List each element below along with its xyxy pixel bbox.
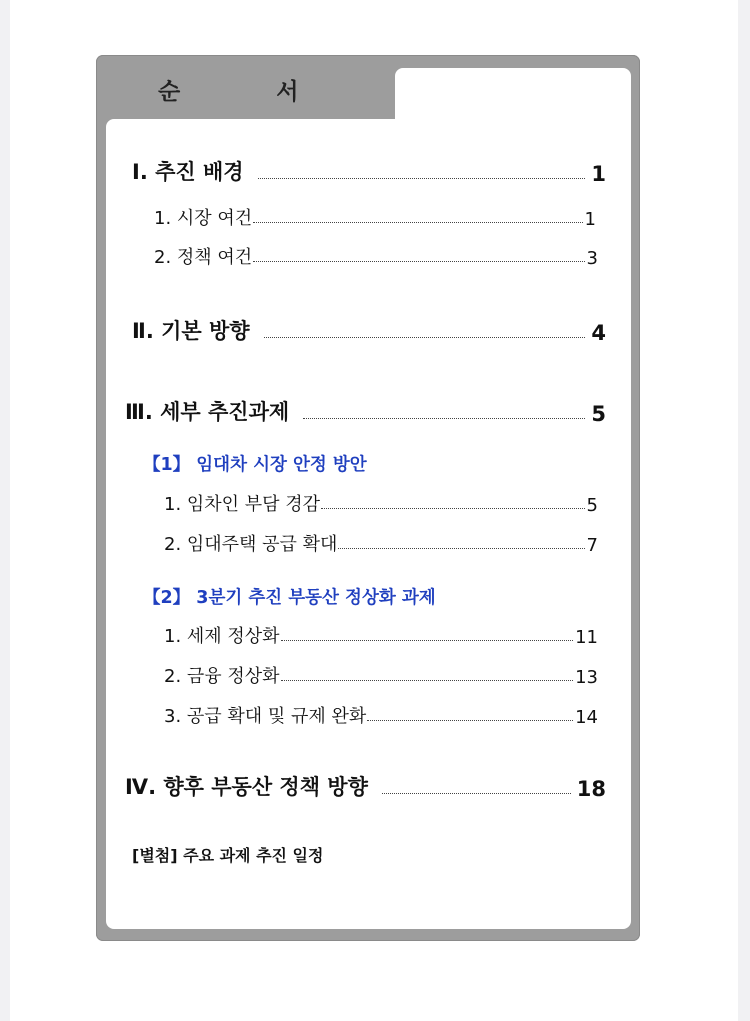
toc-entry-1-2[interactable] xyxy=(154,243,598,269)
toc-entry-label: 2. 금융 정상화 xyxy=(164,666,280,687)
leader-dots xyxy=(253,221,582,223)
toc-entry-3-1-1[interactable] xyxy=(164,490,598,516)
toc-entry-label: Ⅰ. 추진 배경 xyxy=(132,160,244,184)
leader-dots xyxy=(338,547,584,549)
toc-entry-3-2-3[interactable] xyxy=(164,702,598,728)
toc-entry-label: 1. 세제 정상화 xyxy=(164,626,280,647)
toc-entry-label: 2. 정책 여건 xyxy=(154,247,253,268)
toc-section-2[interactable]: 【2】 3분기 추진 부동산 정상화 과제 xyxy=(143,588,436,608)
toc-entry-page: 1 xyxy=(584,209,596,230)
toc-entry-label: Ⅳ. 향후 부동산 정책 방향 xyxy=(125,775,368,799)
toc-entry-chapter-3[interactable] xyxy=(125,396,606,426)
toc-entry-page: 18 xyxy=(576,777,606,801)
leader-dots xyxy=(253,260,584,262)
leader-dots xyxy=(264,336,586,338)
leader-dots xyxy=(367,719,573,721)
leader-dots xyxy=(281,679,574,681)
toc-entry-page: 5 xyxy=(586,495,598,516)
toc-entry-page: 5 xyxy=(591,402,606,426)
toc-entry-label: 3. 공급 확대 및 규제 완화 xyxy=(164,706,367,727)
toc-entry-page: 4 xyxy=(591,321,606,345)
leader-dots xyxy=(382,792,571,794)
toc-title: 순 서 xyxy=(158,79,343,105)
toc-entry-label: 1. 임차인 부담 경감 xyxy=(164,494,321,515)
toc-entry-page: 1 xyxy=(591,162,606,186)
toc-section-1[interactable]: 【1】 임대차 시장 안정 방안 xyxy=(143,455,367,475)
toc-entry-label: 1. 시장 여건 xyxy=(154,208,253,229)
leader-dots xyxy=(303,417,585,419)
toc-entry-3-2-2[interactable] xyxy=(164,662,598,688)
toc-entry-3-1-2[interactable] xyxy=(164,530,598,556)
toc-entry-chapter-4[interactable] xyxy=(125,771,606,801)
toc-annex[interactable]: [별첨] 주요 과제 추진 일정 xyxy=(132,846,324,865)
toc-entry-3-2-1[interactable] xyxy=(164,622,598,648)
leader-dots xyxy=(321,507,584,509)
toc-entry-page: 13 xyxy=(575,667,598,688)
toc-panel xyxy=(106,119,631,929)
toc-entry-page: 11 xyxy=(575,627,598,648)
toc-entry-page: 7 xyxy=(586,535,598,556)
toc-entry-chapter-2[interactable] xyxy=(132,315,606,345)
toc-entry-label: 2. 임대주택 공급 확대 xyxy=(164,534,338,555)
toc-entry-label: Ⅱ. 기본 방향 xyxy=(132,319,250,343)
toc-entry-label: Ⅲ. 세부 추진과제 xyxy=(125,400,290,424)
toc-entry-1-1[interactable] xyxy=(154,204,596,230)
leader-dots xyxy=(281,639,574,641)
leader-dots xyxy=(258,177,586,179)
toc-entry-page: 3 xyxy=(586,248,598,269)
toc-entry-page: 14 xyxy=(575,707,598,728)
toc-entry-chapter-1[interactable] xyxy=(132,156,606,186)
